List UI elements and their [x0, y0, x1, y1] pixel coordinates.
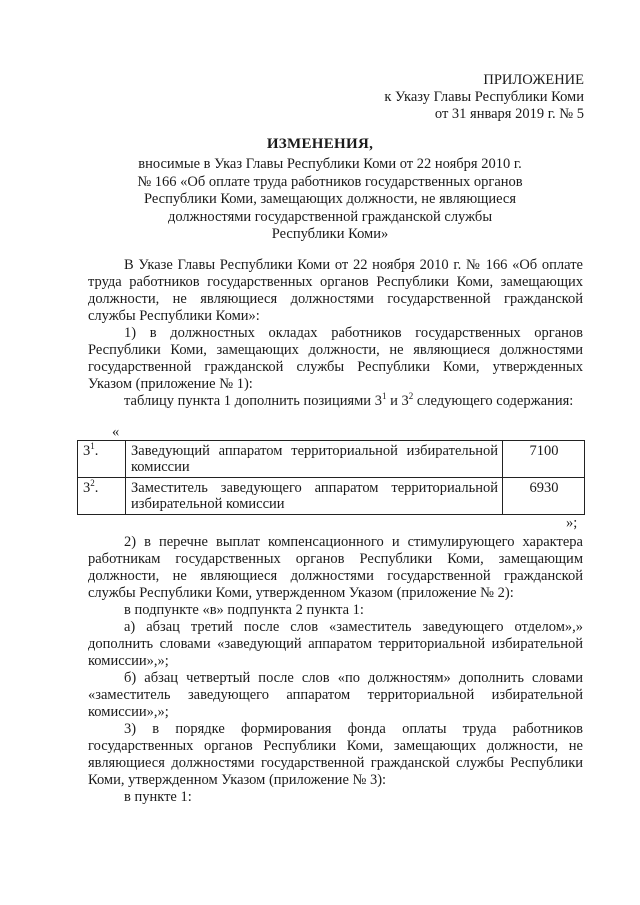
table-row: [78, 478, 585, 515]
subtitle-line: вносимые в Указ Главы Республики Коми от 22 ноября 2010 г.: [138, 156, 522, 172]
table-row: [78, 441, 585, 478]
intro-paragraph: В Указе Главы Республики Коми от 22 ноября 2010 г. № 166 «Об оплате труда работников государственных органов Республики Коми, замещающих должности, не являющиеся должностями государственной гражданской службы Республики Коми»:: [88, 257, 583, 324]
subtitle-line: Республики Коми»: [271, 226, 389, 242]
positions-table: [77, 440, 585, 515]
table-intro-text: следующего содержания:: [413, 393, 574, 409]
subtitle-line: должностями государственной гражданской службы: [167, 208, 493, 225]
position-number: [78, 441, 126, 478]
superscript: 2: [408, 391, 414, 402]
table-intro-text: таблицу пункта 1 дополнить позициями 3: [124, 393, 382, 409]
item-1-paragraph: 1) в должностных окладах работников государственных органов Республики Коми, замещающих должности, не являющиеся должностями государственной гражданской службы Республики Коми, утвержденных Указом (приложение № 1):: [88, 325, 583, 392]
position-salary: 7100: [503, 441, 585, 478]
appendix-date: от 31 января 2019 г. № 5: [434, 106, 584, 122]
position-number-dot: .: [94, 480, 99, 496]
quote-open: «: [112, 424, 120, 440]
appendix-header: [384, 72, 584, 123]
position-salary: 6930: [503, 478, 585, 515]
in-point-1-paragraph: в пункте 1:: [124, 789, 192, 805]
position-number-dot: .: [94, 443, 99, 459]
position-title: Заместитель заведующего аппаратом территориальной избирательной комиссии: [126, 478, 503, 515]
position-number-text: 3: [83, 480, 91, 496]
item-2-paragraph: 2) в перечне выплат компенсационного и стимулирующего характера работникам государственных органов Республики Коми, замещающим должности, не являющиеся должностями государственной гражданской службы Республики Коми, утвержденном Указом (приложение № 2):: [88, 534, 583, 601]
document-subtitle: [130, 156, 530, 244]
superscript: 2: [90, 478, 95, 489]
position-title: Заведующий аппаратом территориальной избирательной комиссии: [126, 441, 503, 478]
superscript: 1: [381, 391, 387, 402]
appendix-decree-reference: к Указу Главы Республики Коми: [384, 89, 584, 105]
position-number-text: 3: [83, 443, 91, 459]
subpoint-b-paragraph: б) абзац четвертый после слов «по должностям» дополнить словами «заместитель заведующего аппаратом территориальной избирательной комиссии»,»;: [88, 670, 583, 720]
quote-close: »;: [566, 515, 578, 531]
subpoint-a-paragraph: а) абзац третий после слов «заместитель заведующего отделом»,» дополнить словами «заведующий аппаратом территориальной избирательной комиссии»,»;: [88, 619, 583, 669]
subtitle-line: № 166 «Об оплате труда работников государственных органов: [137, 173, 523, 190]
superscript: 1: [90, 441, 95, 452]
position-number: [78, 478, 126, 515]
subtitle-line: Республики Коми, замещающих должности, не являющиеся: [143, 191, 517, 207]
document-title: ИЗМЕНЕНИЯ,: [266, 136, 374, 152]
appendix-label: ПРИЛОЖЕНИЕ: [483, 72, 584, 88]
table-intro-paragraph: [88, 393, 583, 410]
item-3-paragraph: 3) в порядке формирования фонда оплаты труда работников государственных органов Республики Коми, замещающих должности, не являющиеся должностями государственной гражданской службы Республики Коми, утвержденном Указом (приложение № 3):: [88, 721, 583, 788]
table-intro-text: и 3: [386, 393, 409, 409]
subpoint-v-paragraph: в подпункте «в» подпункта 2 пункта 1:: [124, 602, 364, 618]
